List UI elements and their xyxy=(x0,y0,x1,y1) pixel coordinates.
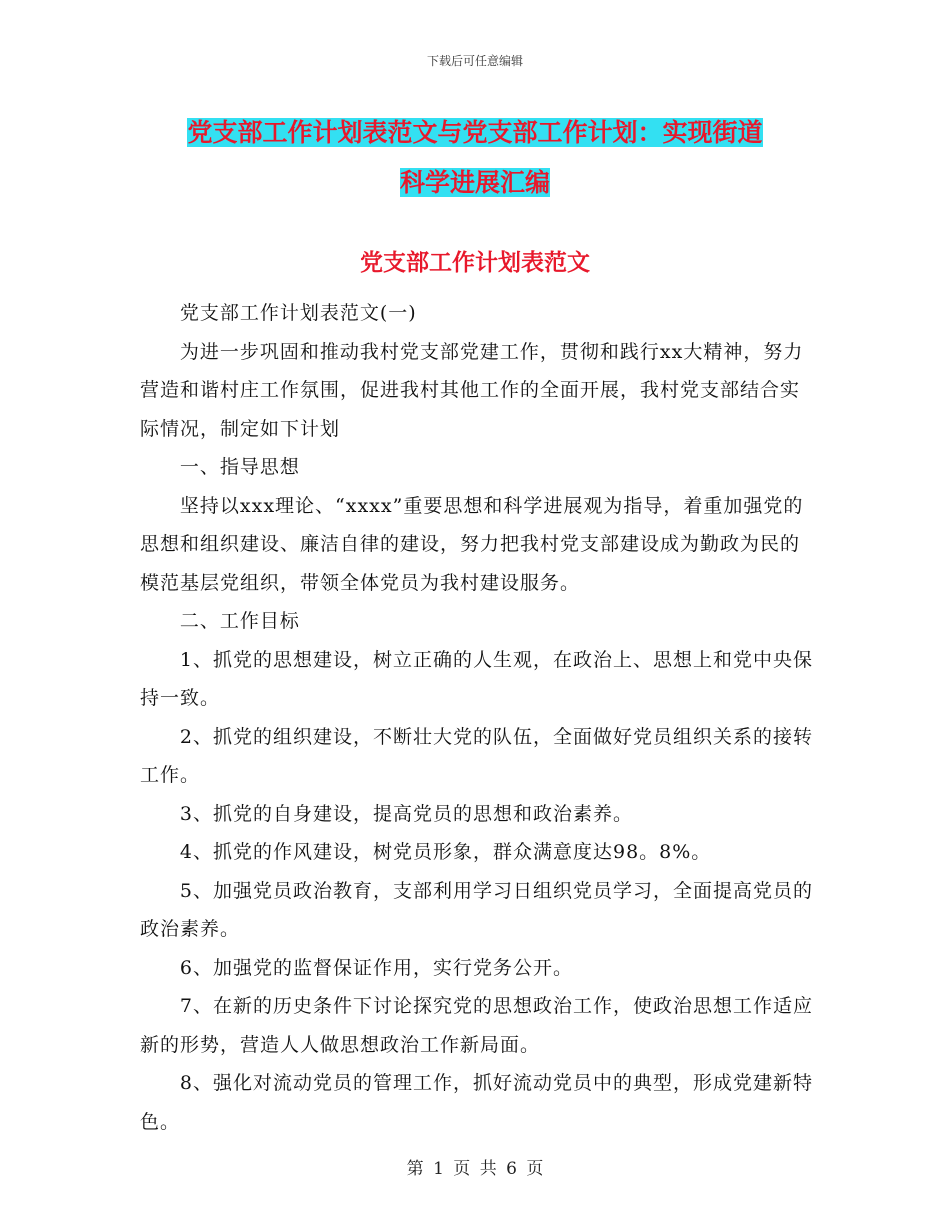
paragraph: 党支部工作计划表范文(一) xyxy=(179,302,417,324)
paragraph: 3、抓党的自身建设，提高党员的思想和政治素养。 xyxy=(179,802,633,825)
paragraph: 8、强化对流动党员的管理工作，抓好流动党员中的典型，形成党建新特色。 xyxy=(140,1072,813,1133)
page-number-footer: 第 1 页 共 6 页 xyxy=(406,1159,544,1179)
paragraph: 坚持以xxx理论、“xxxx”重要思想和科学进展观为指导，着重加强党的思想和组织建设、廉洁自律的建设，努力把我村党支部建设成为勤政为民的模范基层党组织，带领全体党员为我村建设服务。 xyxy=(140,494,804,594)
paragraph: 6、加强党的监督保证作用，实行党务公开。 xyxy=(179,956,573,979)
document-title xyxy=(130,108,820,208)
paragraph: 2、抓党的组织建设，不断壮大党的队伍，全面做好党员组织关系的接转工作。 xyxy=(140,725,813,786)
paragraph: 1、抓党的思想建设，树立正确的人生观，在政治上、思想上和党中央保持一致。 xyxy=(140,648,813,709)
section-title: 党支部工作计划表范文 xyxy=(360,250,590,276)
title-line-1: 党支部工作计划表范文与党支部工作计划：实现街道 xyxy=(187,118,763,147)
paragraph: 一、指导思想 xyxy=(179,456,300,478)
paragraph: 7、在新的历史条件下讨论探究党的思想政治工作，使政治思想工作适应新的形势，营造人人做思想政治工作新局面。 xyxy=(140,995,813,1056)
paragraph: 为进一步巩固和推动我村党支部党建工作，贯彻和践行xx大精神，努力营造和谐村庄工作氛围，促进我村其他工作的全面开展，我村党支部结合实际情况，制定如下计划 xyxy=(140,340,804,440)
header-note: 下载后可任意编辑 xyxy=(426,54,523,68)
paragraph: 二、工作目标 xyxy=(179,610,300,632)
title-line-2: 科学进展汇编 xyxy=(399,168,550,197)
paragraph: 4、抓党的作风建设，树党员形象，群众满意度达98。8%。 xyxy=(179,841,712,863)
paragraph: 5、加强党员政治教育，支部利用学习日组织党员学习，全面提高党员的政治素养。 xyxy=(140,879,813,940)
document-body xyxy=(140,294,816,1141)
